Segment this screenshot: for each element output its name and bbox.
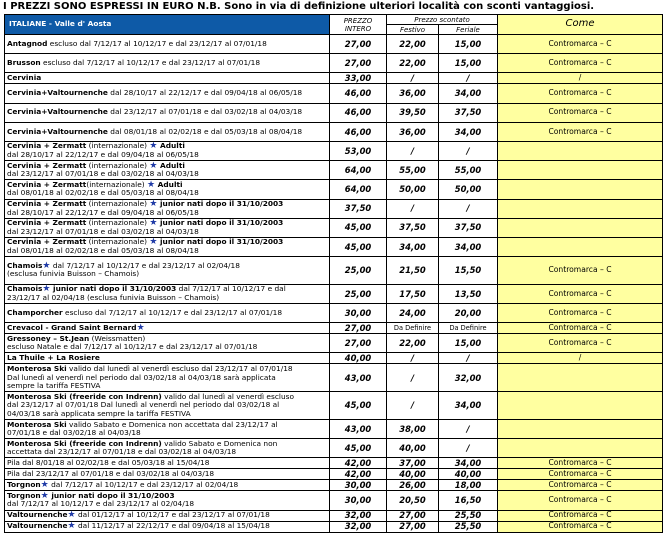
resort-detail-line: 23/12/17 al 02/04/18 (esclusa funivia Buisson – Chamois) (7, 292, 220, 302)
full-price-header: PREZZO INTERO (330, 15, 387, 35)
holiday-price: 37,00 (387, 458, 439, 469)
full-price: 43,00 (330, 420, 387, 439)
full-price: 27,00 (330, 334, 387, 353)
purchase-method: Contromarca – C (498, 35, 663, 54)
weekday-price: 15,00 (439, 334, 498, 353)
resort-name: Brusson (7, 57, 41, 67)
resort-category: Adulti (157, 160, 185, 170)
weekday-price: 15,50 (439, 257, 498, 285)
resort-detail: dal 28/10/17 al 22/12/17 e dal 09/04/18 al 06/05/18 (107, 88, 303, 98)
table-row (5, 521, 663, 532)
full-price: 45,00 (330, 439, 387, 458)
purchase-method (498, 420, 663, 439)
weekday-price: Da Definire (439, 323, 498, 334)
full-price: 30,00 (330, 304, 387, 323)
holiday-price: / (387, 392, 439, 420)
resort-detail: valido dal lunedì al venerdì escluso dal 23/12/17 al 07/01/18 (66, 363, 293, 373)
star-icon: ★ (149, 218, 158, 229)
resort-description (5, 353, 330, 364)
table-row (5, 334, 663, 353)
table-row (5, 161, 663, 180)
resort-detail-line: 07/01/18 e dal 03/02/18 al 04/03/18 (7, 428, 141, 438)
holiday-price: / (387, 73, 439, 84)
star-icon: ★ (136, 322, 145, 333)
table-row (5, 122, 663, 141)
resort-name: Gressoney – St.Jean (7, 333, 90, 343)
resort-detail: dal 7/12/17 al 10/12/17 e dal (176, 284, 286, 294)
resort-description (5, 180, 330, 199)
weekday-price: 34,00 (439, 458, 498, 469)
weekday-price: / (439, 353, 498, 364)
resort-detail: (internazionale) (86, 218, 150, 228)
holiday-price: 34,00 (387, 237, 439, 256)
full-price: 32,00 (330, 510, 387, 521)
resort-description (5, 257, 330, 285)
price-notice: I PREZZI SONO ESPRESSI IN EURO N.B. Sono in via di definizione ulteriori località con sconti vantaggiosi. (3, 1, 595, 12)
resort-category: junior nati dopo il 31/10/2003 (50, 284, 177, 294)
purchase-method: Contromarca – C (498, 334, 663, 353)
resort-detail: dal 7/12/17 al 10/12/17 e dal 23/12/17 al 02/04/18 (50, 260, 240, 270)
table-row (5, 103, 663, 122)
resort-description (5, 491, 330, 510)
resort-name: Monterosa Ski (7, 363, 67, 373)
resort-detail: (internazionale) (86, 199, 150, 208)
resort-detail-line: sempre la tariffa FESTIVA (7, 381, 101, 391)
full-price: 46,00 (330, 84, 387, 103)
holiday-price: 40,00 (387, 439, 439, 458)
full-price: 45,00 (330, 237, 387, 256)
weekday-price: / (439, 141, 498, 160)
purchase-method: Contromarca – C (498, 103, 663, 122)
resort-detail: dal 11/12/17 al 22/12/17 e dal 09/04/18 al 15/04/18 (75, 521, 270, 531)
weekday-price: 34,00 (439, 84, 498, 103)
full-price: 33,00 (330, 73, 387, 84)
weekday-price: 18,00 (439, 480, 498, 491)
resort-detail-line: dal 28/10/17 al 22/12/17 e dal 09/04/18 al 06/05/18 (7, 150, 199, 160)
holiday-price: Da Definire (387, 323, 439, 334)
weekday-price: 55,00 (439, 161, 498, 180)
price-table (4, 14, 663, 533)
holiday-price: / (387, 199, 439, 218)
holiday-price: 38,00 (387, 420, 439, 439)
resort-description (5, 237, 330, 256)
resort-category: junior nati dopo il 31/10/2003 (157, 237, 284, 247)
weekday-price: 15,00 (439, 35, 498, 54)
purchase-method: Contromarca – C (498, 122, 663, 141)
resort-description (5, 141, 330, 160)
resort-category: junior nati dopo il 31/10/2003 (157, 199, 284, 208)
holiday-price: / (387, 141, 439, 160)
table-row (5, 237, 663, 256)
resort-description (5, 439, 330, 458)
resort-description (5, 35, 330, 54)
resort-detail-line: Dal lunedì al venerdì nel periodo dal 03/02/18 al 04/03/18 sarà applicata (7, 372, 276, 382)
table-row (5, 284, 663, 303)
purchase-method: Contromarca – C (498, 257, 663, 285)
resort-description (5, 304, 330, 323)
purchase-method: Contromarca – C (498, 458, 663, 469)
resort-name: Cervinia + Zermatt (7, 218, 87, 228)
resort-description (5, 84, 330, 103)
weekday-header: Feriale (439, 25, 498, 35)
resort-description (5, 284, 330, 303)
resort-detail: (internazionale) (86, 179, 148, 189)
weekday-price: 50,00 (439, 180, 498, 199)
resort-name: Monterosa Ski (freeride con Indrenn) (7, 438, 162, 448)
weekday-price: 37,50 (439, 218, 498, 237)
resort-detail-line: escluso Natale e dal 7/12/17 al 10/12/17 e dal 23/12/17 al 07/01/18 (7, 342, 258, 352)
purchase-method (498, 199, 663, 218)
resort-name: Cervinia + Zermatt (7, 199, 87, 208)
table-row (5, 323, 663, 334)
weekday-price: 25,50 (439, 510, 498, 521)
resort-name: Antagnod (7, 38, 48, 48)
full-price: 64,00 (330, 161, 387, 180)
resort-detail: valido dal lunedì al venerdì escluso (161, 391, 294, 401)
table-row (5, 199, 663, 218)
resort-detail: (internazionale) (86, 141, 150, 151)
resort-name: Cervinia+Valtournenche (7, 88, 108, 98)
holiday-price: / (387, 364, 439, 392)
table-row (5, 141, 663, 160)
resort-detail: Pila dal 8/01/18 al 02/02/18 e dal 05/03/18 al 15/04/18 (7, 458, 210, 468)
weekday-price: 13,50 (439, 284, 498, 303)
resort-name: Cervinia (7, 73, 42, 83)
table-row (5, 180, 663, 199)
holiday-price: 21,50 (387, 257, 439, 285)
region-title: ITALIANE - Valle d' Aosta (5, 15, 330, 35)
resort-name: Cervinia + Zermatt (7, 179, 87, 189)
full-price: 32,00 (330, 521, 387, 532)
resort-description (5, 218, 330, 237)
resort-description (5, 122, 330, 141)
table-row (5, 420, 663, 439)
table-row (5, 84, 663, 103)
resort-name: La Thuile + La Rosiere (7, 353, 100, 363)
resort-detail-line: dal 23/12/17 al 07/01/18 Dal lunedì al venerdì nel periodo dal 03/02/18 al (7, 400, 280, 410)
purchase-method: Contromarca – C (498, 304, 663, 323)
holiday-price: / (387, 353, 439, 364)
resort-name: Torgnon (7, 490, 41, 500)
purchase-method: / (498, 73, 663, 84)
resort-description (5, 54, 330, 73)
resort-detail-line: dal 23/12/17 al 07/01/18 e dal 03/02/18 al 04/03/18 (7, 226, 199, 236)
table-row (5, 353, 663, 364)
holiday-price: 20,50 (387, 491, 439, 510)
weekday-price: / (439, 199, 498, 218)
weekday-price: / (439, 439, 498, 458)
table-row (5, 392, 663, 420)
holiday-price: 22,00 (387, 54, 439, 73)
table-row (5, 439, 663, 458)
holiday-price: 36,00 (387, 84, 439, 103)
resort-detail: dal 08/01/18 al 02/02/18 e dal 05/03/18 al 08/04/18 (107, 126, 303, 136)
resort-description (5, 199, 330, 218)
resort-description (5, 334, 330, 353)
resort-category: Adulti (157, 141, 185, 151)
purchase-method (498, 161, 663, 180)
star-icon: ★ (149, 160, 158, 171)
table-row (5, 491, 663, 510)
purchase-method: Contromarca – C (498, 323, 663, 334)
holiday-price: 40,00 (387, 469, 439, 480)
purchase-method: Contromarca – C (498, 510, 663, 521)
purchase-method: Contromarca – C (498, 84, 663, 103)
weekday-price: 15,00 (439, 54, 498, 73)
resort-detail: escluso dal 7/12/17 al 10/12/17 e dal 23/12/17 al 07/01/18 (47, 38, 267, 48)
resort-description (5, 323, 330, 334)
full-price: 64,00 (330, 180, 387, 199)
resort-description (5, 510, 330, 521)
price-rows (5, 35, 663, 533)
star-icon: ★ (147, 179, 156, 190)
full-price: 40,00 (330, 353, 387, 364)
purchase-method (498, 237, 663, 256)
resort-name: Monterosa Ski (freeride con Indrenn) (7, 391, 162, 401)
holiday-price: 39,50 (387, 103, 439, 122)
full-price: 42,00 (330, 469, 387, 480)
resort-description (5, 420, 330, 439)
resort-name: Monterosa Ski (7, 419, 67, 429)
table-row (5, 458, 663, 469)
resort-name: Cervinia+Valtournenche (7, 126, 108, 136)
resort-detail-line: (esclusa funivia Buisson – Chamois) (7, 269, 140, 279)
star-icon: ★ (149, 237, 158, 248)
star-icon: ★ (42, 284, 51, 295)
resort-detail: escluso dal 7/12/17 al 10/12/17 e dal 23/12/17 al 07/01/18 (40, 57, 261, 67)
purchase-method (498, 218, 663, 237)
resort-name: Cervinia + Zermatt (7, 160, 87, 170)
weekday-price: 40,00 (439, 469, 498, 480)
table-row (5, 35, 663, 54)
weekday-price: / (439, 73, 498, 84)
holiday-price: 27,00 (387, 521, 439, 532)
resort-name: Cervinia+Valtournenche (7, 107, 108, 117)
resort-detail-line: 04/03/18 sarà applicata sempre la tariffa FESTIVA (7, 408, 191, 418)
weekday-price: 34,00 (439, 237, 498, 256)
resort-name: Valtournenche (7, 510, 68, 520)
table-row (5, 364, 663, 392)
resort-detail-line: dal 28/10/17 al 22/12/17 e dal 09/04/18 al 06/05/18 (7, 207, 199, 217)
holiday-price: 22,00 (387, 35, 439, 54)
purchase-method: Contromarca – C (498, 469, 663, 480)
full-price: 30,00 (330, 480, 387, 491)
table-row (5, 304, 663, 323)
holiday-price: 26,00 (387, 480, 439, 491)
holiday-price: 37,50 (387, 218, 439, 237)
resort-name: Cervinia + Zermatt (7, 141, 87, 151)
holiday-price: 50,00 (387, 180, 439, 199)
full-price: 25,00 (330, 284, 387, 303)
resort-detail-line: dal 7/12/17 al 10/12/17 e dal 23/12/17 al 02/04/18 (7, 499, 195, 509)
resort-detail: (internazionale) (86, 160, 150, 170)
star-icon: ★ (149, 199, 158, 209)
star-icon: ★ (67, 521, 76, 532)
full-price: 43,00 (330, 364, 387, 392)
resort-detail: dal 01/12/17 al 10/12/17 e dal 23/12/17 al 07/01/18 (75, 510, 270, 520)
table-row (5, 480, 663, 491)
discount-price-header: Prezzo scontato (387, 15, 498, 25)
resort-description (5, 521, 330, 532)
resort-detail: valido Sabato e Domenica non (161, 438, 278, 448)
resort-detail: valido Sabato e Domenica non accettata dal 23/12/17 al (66, 419, 278, 429)
full-price: 46,00 (330, 103, 387, 122)
resort-detail: (internazionale) (86, 237, 150, 247)
purchase-method (498, 180, 663, 199)
table-row (5, 469, 663, 480)
weekday-price: / (439, 420, 498, 439)
resort-name: Champorcher (7, 307, 63, 317)
full-price: 25,00 (330, 257, 387, 285)
resort-detail: escluso dal 7/12/17 al 10/12/17 e dal 23/12/17 al 07/01/18 (62, 307, 283, 317)
star-icon: ★ (40, 480, 49, 491)
resort-detail: (Weissmatten) (89, 333, 146, 343)
holiday-price: 22,00 (387, 334, 439, 353)
weekday-price: 20,00 (439, 304, 498, 323)
full-price: 42,00 (330, 458, 387, 469)
weekday-price: 34,00 (439, 122, 498, 141)
purchase-method: Contromarca – C (498, 284, 663, 303)
full-price: 27,00 (330, 323, 387, 334)
purchase-method: Contromarca – C (498, 480, 663, 491)
full-price: 53,00 (330, 141, 387, 160)
resort-detail: Pila dal 23/12/17 al 07/01/18 e dal 03/02/18 al 04/03/18 (7, 469, 215, 479)
weekday-price: 32,00 (439, 364, 498, 392)
resort-detail-line: dal 08/01/18 al 02/02/18 e dal 05/03/18 al 08/04/18 (7, 245, 199, 255)
full-price: 46,00 (330, 122, 387, 141)
star-icon: ★ (40, 490, 49, 501)
resort-description (5, 458, 330, 469)
purchase-method (498, 364, 663, 392)
full-price: 37,50 (330, 199, 387, 218)
star-icon: ★ (149, 141, 158, 152)
holiday-price: 17,50 (387, 284, 439, 303)
resort-detail-line: accettata dal 23/12/17 al 07/01/18 e dal 03/02/18 al 04/03/18 (7, 447, 237, 457)
holiday-price: 24,00 (387, 304, 439, 323)
purchase-method: Contromarca – C (498, 521, 663, 532)
purchase-method: Contromarca – C (498, 491, 663, 510)
purchase-method (498, 141, 663, 160)
resort-name: Crevacol - Grand Saint Bernard (7, 322, 137, 332)
resort-category: junior nati dopo il 31/10/2003 (157, 218, 284, 228)
star-icon: ★ (42, 260, 51, 271)
resort-name: Chamois (7, 284, 43, 294)
resort-detail: dal 23/12/17 al 07/01/18 e dal 03/02/18 al 04/03/18 (107, 107, 303, 117)
purchase-method: / (498, 353, 663, 364)
purchase-method (498, 439, 663, 458)
resort-description (5, 469, 330, 480)
holiday-price: 55,00 (387, 161, 439, 180)
weekday-price: 34,00 (439, 392, 498, 420)
full-price: 45,00 (330, 392, 387, 420)
resort-category: junior nati dopo il 31/10/2003 (48, 490, 175, 500)
weekday-price: 16,50 (439, 491, 498, 510)
full-price: 30,00 (330, 491, 387, 510)
holiday-header: Festivo (387, 25, 439, 35)
table-row (5, 257, 663, 285)
resort-detail-line: dal 23/12/17 al 07/01/18 e dal 03/02/18 al 04/03/18 (7, 169, 199, 179)
resort-description (5, 364, 330, 392)
full-price: 27,00 (330, 35, 387, 54)
purchase-method: Contromarca – C (498, 54, 663, 73)
table-row (5, 218, 663, 237)
full-price: 27,00 (330, 54, 387, 73)
resort-description (5, 480, 330, 491)
table-row (5, 73, 663, 84)
resort-description (5, 103, 330, 122)
weekday-price: 37,50 (439, 103, 498, 122)
resort-description (5, 73, 330, 84)
resort-name: Chamois (7, 260, 43, 270)
resort-name: Torgnon (7, 480, 41, 490)
full-price: 45,00 (330, 218, 387, 237)
resort-detail: dal 7/12/17 al 10/12/17 e dal 23/12/17 al 02/04/18 (48, 480, 239, 490)
resort-description (5, 161, 330, 180)
table-row (5, 510, 663, 521)
star-icon: ★ (67, 510, 76, 521)
resort-name: Cervinia + Zermatt (7, 237, 87, 247)
resort-description (5, 392, 330, 420)
resort-category: Adulti (155, 179, 183, 189)
weekday-price: 25,50 (439, 521, 498, 532)
resort-detail-line: dal 08/01/18 al 02/02/18 e dal 05/03/18 al 08/04/18 (7, 188, 199, 198)
resort-name: Valtournenche (7, 521, 68, 531)
holiday-price: 36,00 (387, 122, 439, 141)
table-row (5, 54, 663, 73)
purchase-method (498, 392, 663, 420)
how-header: Come (498, 15, 663, 35)
holiday-price: 27,00 (387, 510, 439, 521)
